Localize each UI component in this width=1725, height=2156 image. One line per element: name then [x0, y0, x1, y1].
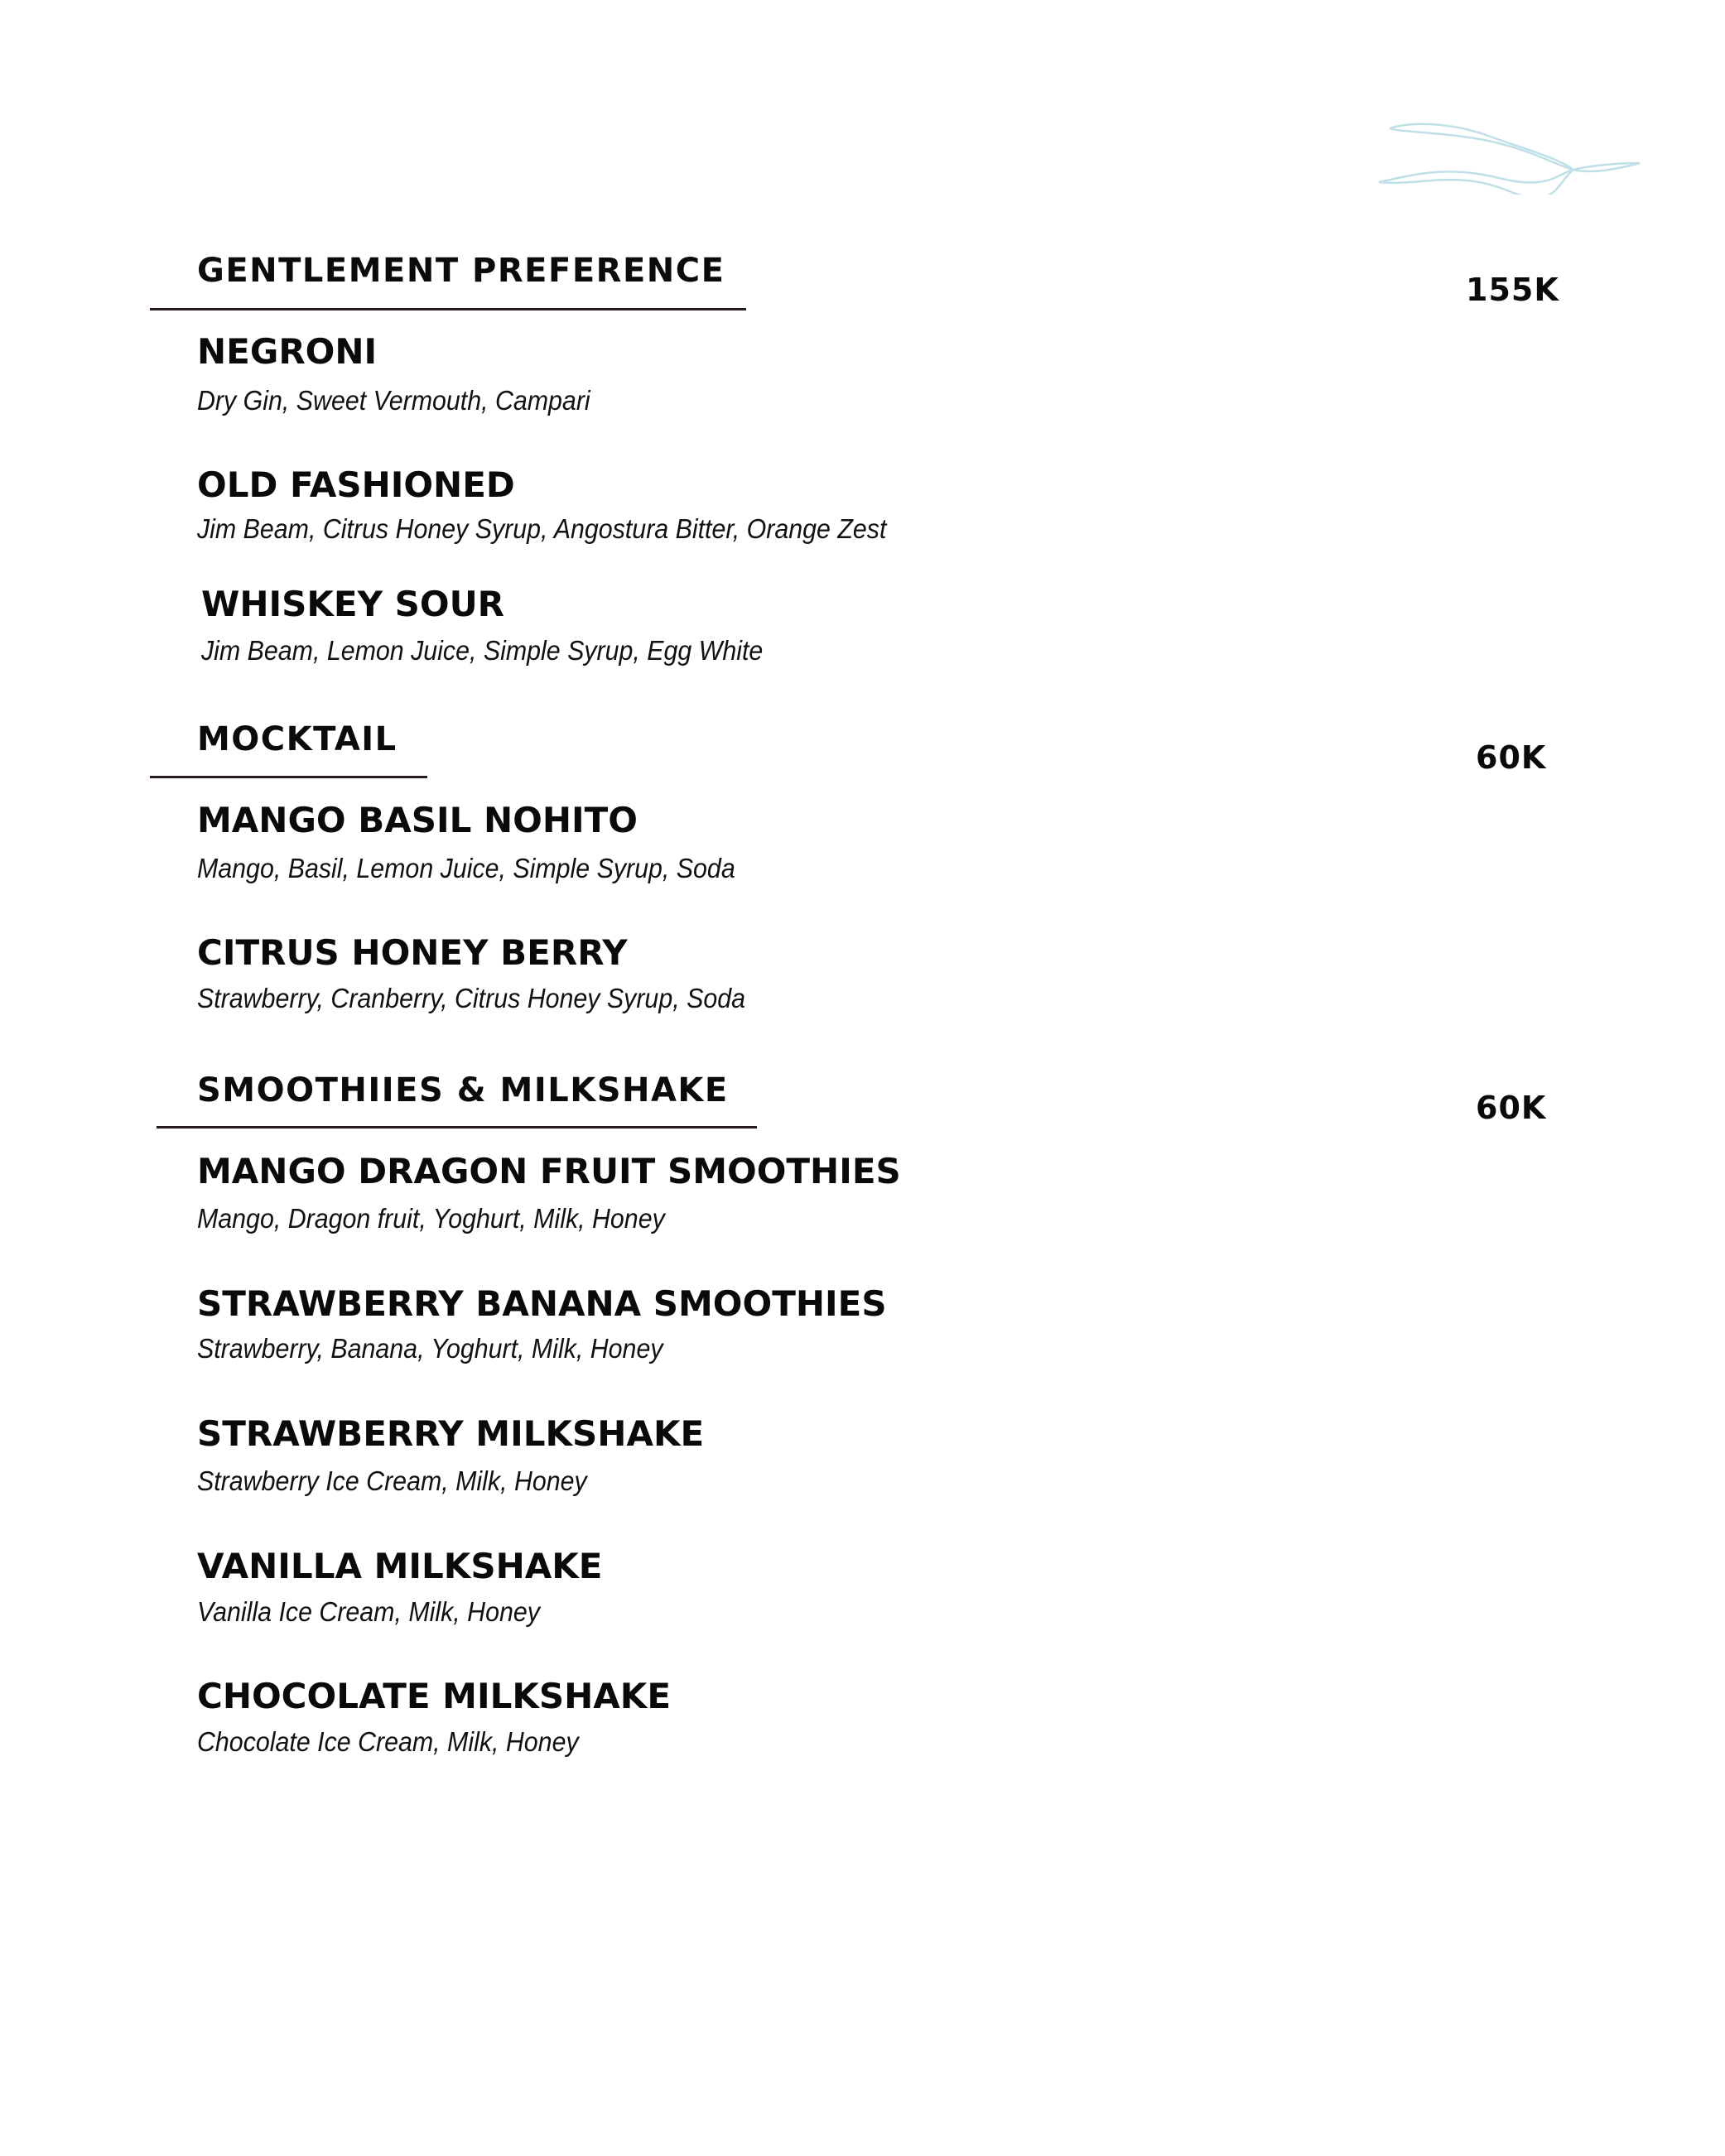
menu-item-name: OLD FASHIONED: [197, 464, 515, 505]
menu-item-description: Chocolate Ice Cream, Milk, Honey: [197, 1726, 579, 1757]
section-title-smoothies-milkshake: SMOOTHIIES & MILKSHAKE: [197, 1071, 729, 1109]
section-price: 155K: [1466, 272, 1559, 308]
section-divider: [157, 1126, 757, 1129]
menu-item-description: Strawberry, Banana, Yoghurt, Milk, Honey: [197, 1333, 663, 1364]
menu-item-description: Strawberry, Cranberry, Citrus Honey Syrup, Soda: [197, 983, 745, 1013]
menu-item-description: Mango, Dragon fruit, Yoghurt, Milk, Honey: [197, 1203, 665, 1234]
menu-item-name: CITRUS HONEY BERRY: [197, 932, 628, 973]
menu-item-description: Mango, Basil, Lemon Juice, Simple Syrup, Soda: [197, 853, 735, 883]
menu-item-name: NEGRONI: [197, 331, 378, 372]
menu-item-name: CHOCOLATE MILKSHAKE: [197, 1676, 672, 1716]
section-title-gentlement-preference: GENTLEMENT PREFERENCE: [197, 252, 725, 290]
menu-item-name: STRAWBERRY BANANA SMOOTHIES: [197, 1283, 887, 1324]
section-divider: [150, 776, 427, 778]
section-price: 60K: [1476, 1090, 1547, 1126]
menu-item-description: Vanilla Ice Cream, Milk, Honey: [197, 1596, 540, 1627]
section-price: 60K: [1476, 739, 1547, 776]
section-divider: [150, 308, 746, 310]
leaf-sketch-icon: [1366, 103, 1648, 195]
menu-item-name: VANILLA MILKSHAKE: [197, 1546, 603, 1586]
menu-item-name: MANGO BASIL NOHITO: [197, 800, 638, 840]
menu-item-name: STRAWBERRY MILKSHAKE: [197, 1413, 705, 1454]
menu-item-description: Strawberry Ice Cream, Milk, Honey: [197, 1465, 587, 1496]
menu-item-description: Jim Beam, Citrus Honey Syrup, Angostura Bitter, Orange Zest: [197, 513, 887, 544]
menu-item-description: Dry Gin, Sweet Vermouth, Campari: [197, 385, 590, 416]
menu-item-name: MANGO DRAGON FRUIT SMOOTHIES: [197, 1151, 901, 1191]
menu-item-description: Jim Beam, Lemon Juice, Simple Syrup, Egg White: [201, 635, 764, 666]
section-title-mocktail: MOCKTAIL: [197, 720, 398, 758]
menu-item-name: WHISKEY SOUR: [201, 584, 505, 624]
